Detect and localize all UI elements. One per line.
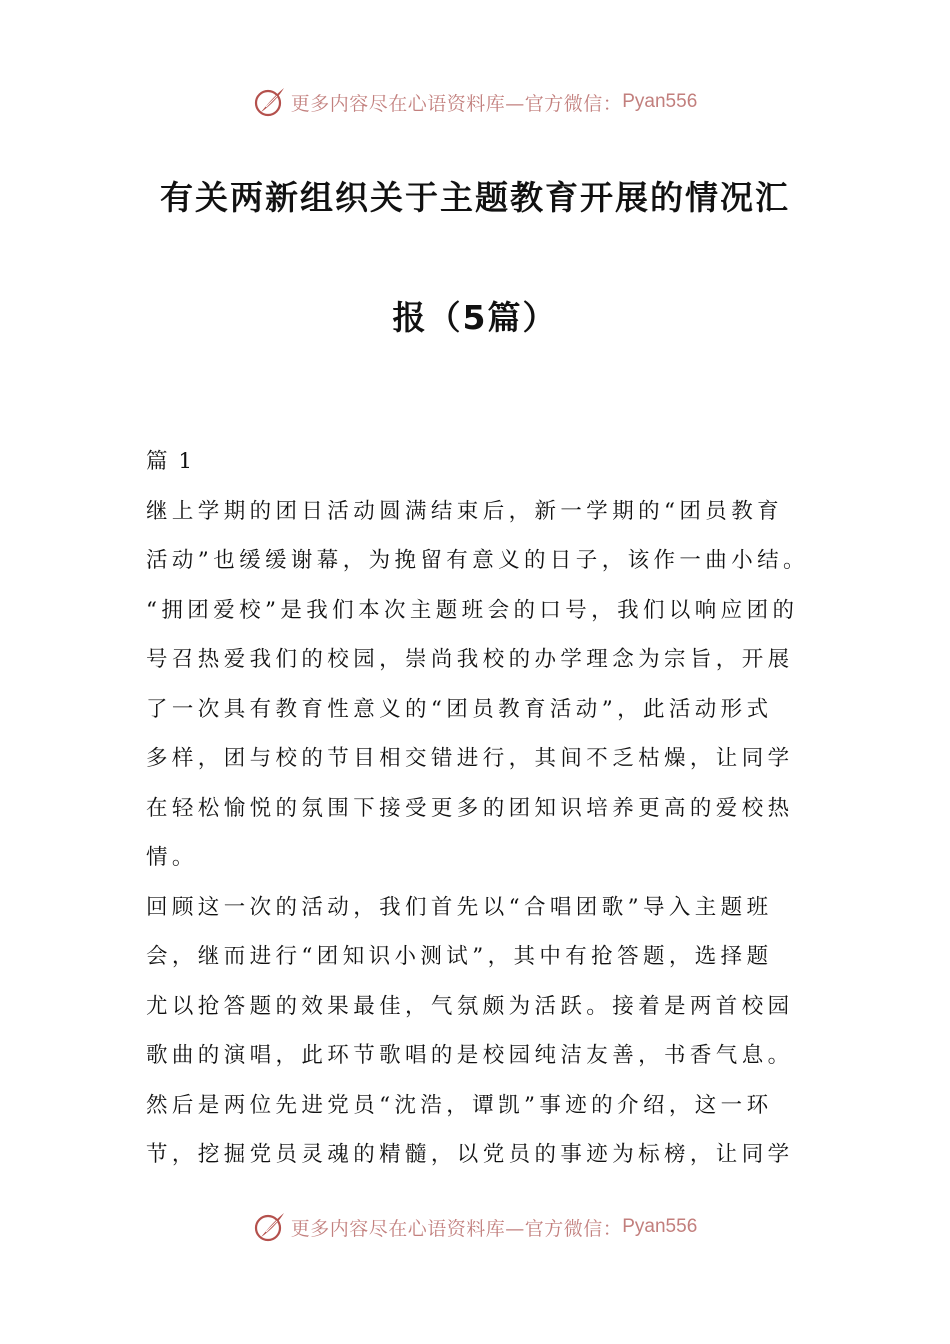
watermark-wechat-id: Pyan556 (622, 1216, 698, 1237)
body-line: 节，挖掘党员灵魂的精髓，以党员的事迹为标榜，让同学 (146, 1142, 794, 1167)
body-line: 继上学期的团日活动圆满结束后，新一学期的“团员教育 (146, 498, 783, 524)
watermark-text: 更多内容尽在心语资料库—官方微信： (290, 92, 623, 115)
document-title-line-1: 有关两新组织关于主题教育开展的情况汇 (160, 178, 790, 217)
body-line: 在轻松愉悦的氛围下接受更多的团知识培养更高的爱校热 (146, 795, 794, 821)
body-line: 号召热爱我们的校园，崇尚我校的办学理念为宗旨，开展 (146, 647, 794, 672)
body-line: 活动”也缓缓谢幕，为挽留有意义的日子，该作一曲小结。 (146, 548, 809, 573)
section-label: 篇 1 (146, 449, 195, 474)
body-line: “拥团爱校”是我们本次主题班会的口号，我们以响应团的 (146, 597, 799, 623)
body-line: 了一次具有教育性意义的“团员教育活动”，此活动形式 (146, 696, 773, 722)
body-line: 多样，团与校的节目相交错进行，其间不乏枯燥，让同学 (146, 746, 794, 771)
footer-watermark (0, 1207, 950, 1247)
header-watermark (0, 82, 950, 122)
watermark-wechat-id: Pyan556 (622, 91, 698, 112)
document-title-line-2: 报（5篇） (392, 298, 558, 337)
document-body (146, 437, 808, 1180)
body-line: 歌曲的演唱，此环节歌唱的是校园纯洁友善，书香气息。 (146, 1043, 794, 1068)
body-line: 然后是两位先进党员“沈浩，谭凯”事迹的介绍，这一环 (146, 1092, 773, 1118)
body-line: 会，继而进行“团知识小测试”，其中有抢答题，选择题 (146, 944, 773, 969)
watermark-text: 更多内容尽在心语资料库—官方微信： (290, 1217, 623, 1240)
quill-pen-circle-icon (253, 85, 287, 119)
body-line: 回顾这一次的活动，我们首先以“合唱团歌”导入主题班 (146, 894, 773, 920)
quill-pen-circle-icon (253, 1210, 287, 1244)
body-line: 尤以抢答题的效果最佳，气氛颇为活跃。接着是两首校园 (146, 993, 794, 1019)
body-line: 情。 (146, 845, 198, 870)
